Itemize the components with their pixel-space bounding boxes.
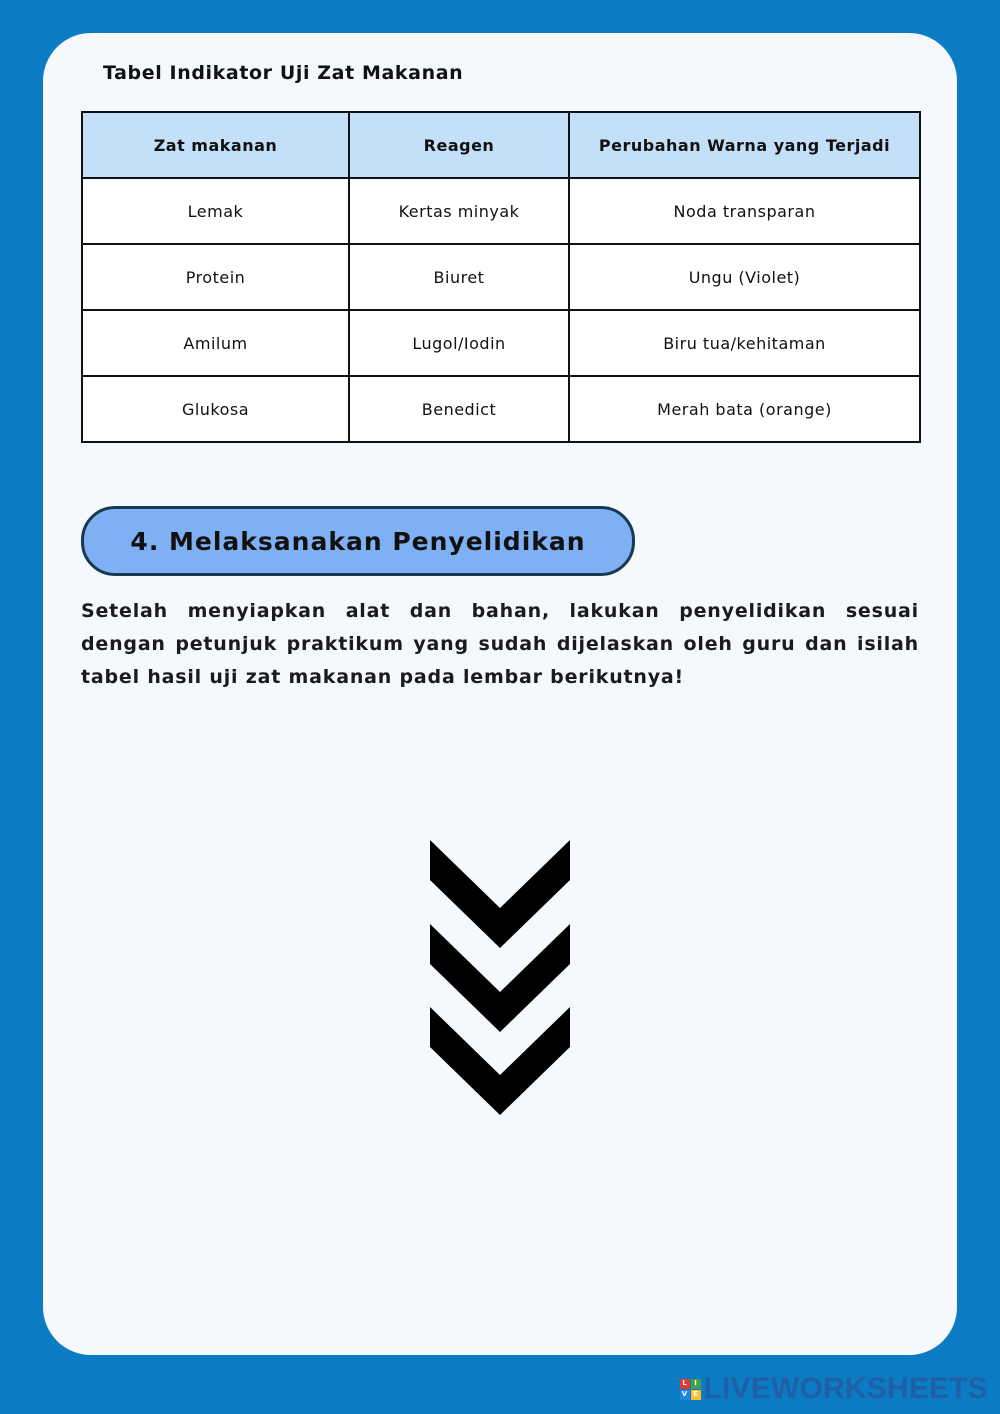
- triple-chevron-down-icon: [430, 840, 570, 1124]
- section-heading-text: 4. Melaksanakan Penyelidikan: [130, 526, 586, 556]
- cell-zat: Lemak: [82, 178, 349, 244]
- instruction-paragraph: Setelah menyiapkan alat dan bahan, lakukan penyelidikan sesuai dengan petunjuk praktikum yang sudah dijelaskan oleh guru dan isilah tabel hasil uji zat makanan pada lembar berikutnya!: [81, 600, 919, 688]
- header-reagen: Reagen: [349, 112, 569, 178]
- cell-warna: Biru tua/kehitaman: [569, 310, 920, 376]
- logo-letter: L: [680, 1379, 690, 1389]
- cell-zat: Amilum: [82, 310, 349, 376]
- table-header-row: [82, 112, 920, 178]
- cell-zat: Glukosa: [82, 376, 349, 442]
- section-heading: [81, 506, 635, 576]
- chevron-svg: [430, 840, 570, 1120]
- logo-letter: V: [680, 1390, 690, 1400]
- cell-warna: Noda transparan: [569, 178, 920, 244]
- cell-reagen: Lugol/Iodin: [349, 310, 569, 376]
- chevron-down-icon: [430, 840, 570, 948]
- cell-zat: Protein: [82, 244, 349, 310]
- table-title: Tabel Indikator Uji Zat Makanan: [103, 62, 464, 84]
- indicator-table: [81, 111, 921, 443]
- logo-mark: [680, 1379, 701, 1400]
- cell-warna: Ungu (Violet): [569, 244, 920, 310]
- table-row: [82, 376, 920, 442]
- liveworksheets-logo: [680, 1372, 989, 1406]
- cell-warna: Merah bata (orange): [569, 376, 920, 442]
- cell-reagen: Kertas minyak: [349, 178, 569, 244]
- brand-name: LIVEWORKSHEETS: [703, 1372, 988, 1405]
- logo-letter: E: [691, 1390, 701, 1400]
- cell-reagen: Benedict: [349, 376, 569, 442]
- header-perubahan-warna: Perubahan Warna yang Terjadi: [569, 112, 920, 178]
- cell-reagen: Biuret: [349, 244, 569, 310]
- table-row: [82, 310, 920, 376]
- table-row: [82, 178, 920, 244]
- table-row: [82, 244, 920, 310]
- header-zat-makanan: Zat makanan: [82, 112, 349, 178]
- logo-letter: I: [691, 1379, 701, 1389]
